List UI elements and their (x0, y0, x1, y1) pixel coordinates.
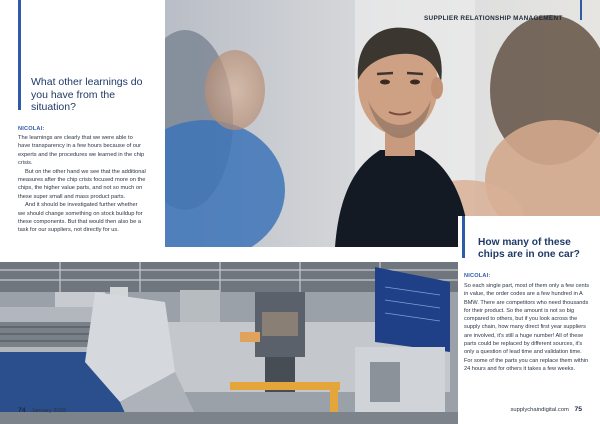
section-header-accent (580, 0, 582, 20)
website-url[interactable]: supplychaindigital.com (510, 407, 569, 413)
issue-date: January 2026 (31, 408, 67, 414)
right-page-footer (510, 406, 582, 413)
question-heading-1: What other learnings do you have from the situation? (31, 76, 143, 113)
answer-text-1 (18, 134, 146, 235)
question-accent-bar (18, 0, 21, 110)
question-heading-2: How many of these chips are in one car? (478, 237, 580, 261)
page-number-left: 74 (18, 407, 26, 414)
factory-photo (0, 262, 458, 424)
answer-text-2: So each single part, most of them only a few cents in value, the order codes are a few hundred in A BMW. There are competitors who need thousands for their product. So the amount is not so big compared to others, but if you look across the supply chain, how many direct first year suppliers are involved, it's still a huge number! All of these parts could be replaced by different sources, it's only a question of lead time and validation time. For some of the parts you can replace them within 24 hours and for others it takes a few weeks. (464, 283, 589, 372)
speaker-label: NICOLAI: (464, 273, 491, 279)
answer-paragraph: But on the other hand we see that the additional measures after the chip crisis focused more on the chips, the higher value parts, and not so much on these super small and mass product parts. (18, 168, 146, 200)
interview-photo-illustration (165, 0, 600, 247)
answer-paragraph: The learnings are clearly that we were able to have transparency in a few hours because of our experts and the procedures we learned in the chip crisis. (18, 135, 145, 167)
question-accent-bar (462, 216, 465, 258)
section-header: SUPPLIER RELATIONSHIP MANAGEMENT (424, 15, 563, 22)
factory-photo-illustration (0, 262, 458, 424)
page-number-right: 75 (574, 406, 582, 413)
left-page-footer (18, 407, 66, 414)
speaker-label: NICOLAI: (18, 126, 45, 132)
interview-photo (165, 0, 600, 247)
answer-paragraph: And it should be investigated further whether we should change something on stock buildup for these components. But that would then also be a task for our suppliers, not directly for us. (18, 202, 143, 234)
